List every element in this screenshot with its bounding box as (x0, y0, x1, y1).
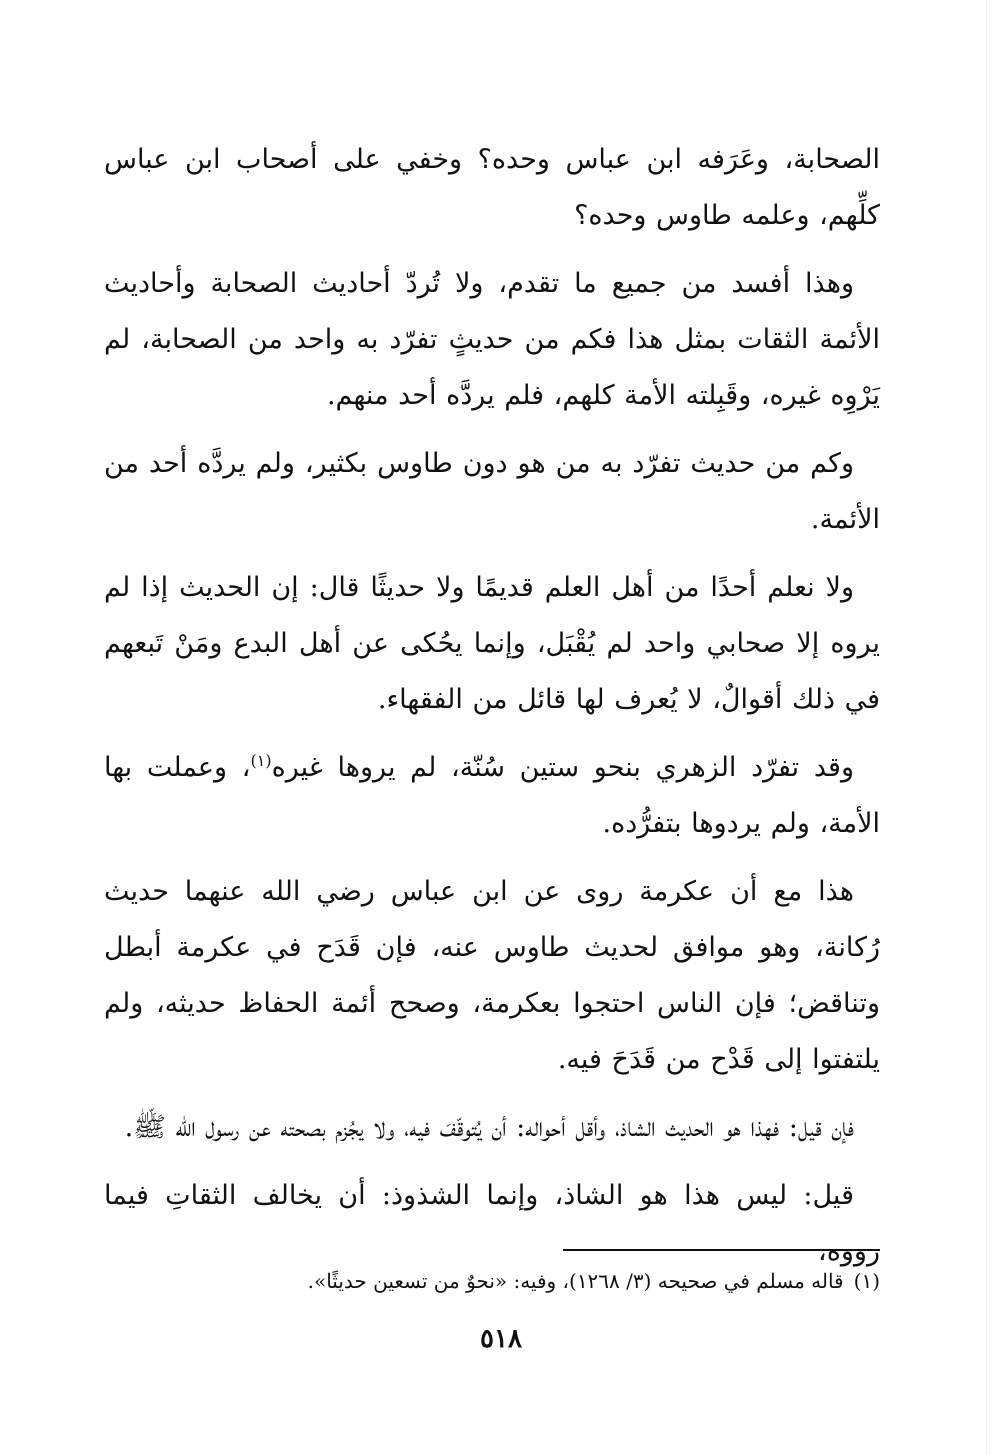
paragraph-5-before-ref: وقد تفرّد الزهري بنحو ستين سُنّة، لم يروها غيره (271, 752, 854, 783)
paragraph-6-text: هذا مع أن عكرمة روى عن ابن عباس رضي الله عنهما حديث رُكانة، وهو موافق لحديث طاوس عنه، فإن قَدَح في عكرمة أبطل وتناقض؛ فإن الناس احتجوا بعكرمة، وصحح أئمة الحفاظ حديثه، ولم يلتفتوا إلى قَدْح من قَدَحَ فيه. (104, 876, 880, 1075)
footnote-text: قاله مسلم في صحيحه (٣/ ١٢٦٨)، وفيه: «نحوٌ من تسعين حديثًا». (307, 1269, 844, 1293)
paragraph-7 (104, 1100, 880, 1156)
paragraph-3-text: وكم من حديث تفرّد به من هو دون طاوس بكثير، ولم يردَّه أحد من الأئمة. (104, 448, 880, 535)
paragraph-3 (104, 436, 880, 548)
footnote-number: (١) (853, 1269, 880, 1293)
footnote (104, 1263, 880, 1299)
page-number: ٥١٨ (480, 1324, 522, 1354)
paragraph-1: الصحابة، وعَرَفه ابن عباس وحده؟ وخفي على أصحاب ابن عباس كلِّهم، وعلمه طاوس وحده؟ (104, 144, 880, 231)
footnote-reference[interactable]: (١) (250, 751, 272, 770)
paragraph-2-text: وهذا أفسد من جميع ما تقدم، ولا تُردّ أحاديث الصحابة وأحاديث الأئمة الثقات بمثل هذا فكم من حديثٍ تفرّد به واحد من الصحابة، لم يَرْوِه غيره، وقَبِلته الأمة كلهم، فلم يردَّه أحد منهم. (104, 268, 880, 411)
paragraph-5-after-ref: ، وعملت بها الأمة، ولم يردوها بتفرُّده. (104, 752, 880, 839)
paragraph-6 (104, 864, 880, 1088)
page-edge-shadow (986, 0, 987, 1455)
main-text (104, 132, 880, 1292)
paragraph-8-text: قيل: ليس هذا هو الشاذ، وإنما الشذوذ: أن يخالف الثقاتِ فيما رووه، (104, 1180, 880, 1267)
paragraph-5 (104, 740, 880, 852)
paragraph-4-text: ولا نعلم أحدًا من أهل العلم قديمًا ولا حديثًا قال: إن الحديث إذا لم يروه إلا صحابي واحد لم يُقْبَل، وإنما يحُكى عن أهل البدع ومَنْ تَبعهم في ذلك أقوالٌ، لا يُعرف لها قائل من الفقهاء. (104, 572, 880, 715)
paragraph-7-text: فإن قيل: فهذا هو الحديث الشاذ، وأقل أحواله: أن يُتوقّفَ فيه، ولا يجُزم بصحته عن رسول الله ﷺ. (124, 1112, 854, 1143)
paragraph-4 (104, 560, 880, 728)
footnote-divider (563, 1249, 880, 1251)
paragraph-2 (104, 256, 880, 424)
